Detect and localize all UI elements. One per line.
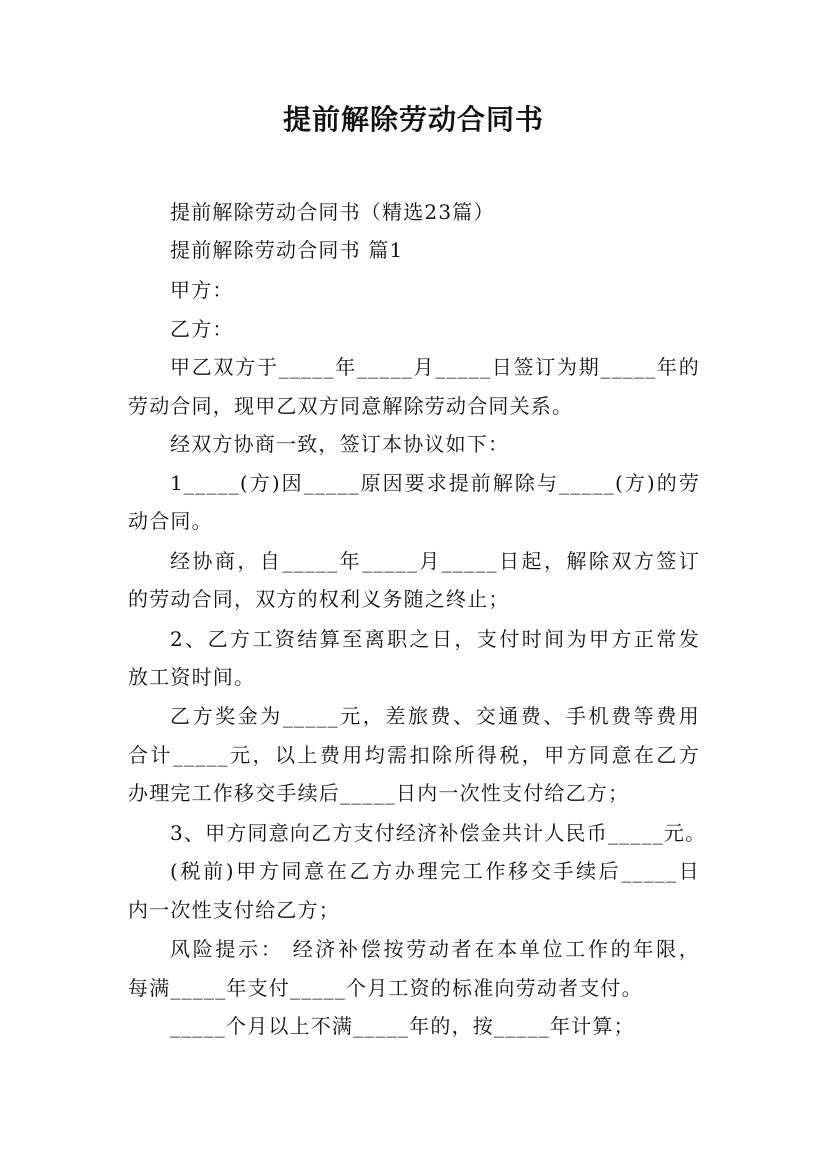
paragraph-line: 1_____(方)因_____原因要求提前解除与_____(方)的劳: [170, 471, 700, 495]
risk-notice-line: 风险提示： 经济补偿按劳动者在本单位工作的年限，: [170, 937, 700, 961]
paragraph-line: 劳动合同，现甲乙双方同意解除劳动合同关系。: [128, 394, 574, 418]
paragraph-line: 3、甲方同意向乙方支付经济补偿金共计人民币_____元。: [170, 821, 707, 845]
party-a-label: 甲方：: [170, 278, 234, 302]
paragraph-line: 每满_____年支付_____个月工资的标准向劳动者支付。: [128, 976, 643, 1000]
paragraph-line: 的劳动合同，双方的权利义务随之终止；: [128, 587, 510, 611]
paragraph-line: (税前)甲方同意在乙方办理完工作移交手续后_____日: [170, 859, 700, 883]
document-title: 提前解除劳动合同书: [282, 103, 544, 136]
subtitle-line: 提前解除劳动合同书（精选23篇）: [170, 200, 495, 224]
party-b-label: 乙方：: [170, 317, 234, 341]
paragraph-line: 经双方协商一致，签订本协议如下：: [170, 432, 510, 456]
paragraph-line: 乙方奖金为_____元，差旅费、交通费、手机费等费用: [170, 704, 700, 728]
paragraph-line: 经协商，自_____年_____月_____日起，解除双方签订: [170, 549, 700, 573]
paragraph-line: 合计_____元，以上费用均需扣除所得税，甲方同意在乙方: [128, 743, 700, 767]
paragraph-line: 2、乙方工资结算至离职之日，支付时间为甲方正常发: [170, 627, 700, 651]
paragraph-line: 办理完工作移交手续后_____日内一次性支付给乙方；: [128, 781, 630, 805]
paragraph-line: 动合同。: [128, 509, 213, 533]
paragraph-line: 甲乙双方于_____年_____月_____日签订为期_____年的: [170, 355, 700, 379]
section-heading: 提前解除劳动合同书 篇1: [170, 238, 404, 262]
paragraph-line: 内一次性支付给乙方；: [128, 898, 340, 922]
paragraph-line: 放工资时间。: [128, 665, 256, 689]
paragraph-line: _____个月以上不满_____年的，按_____年计算；: [170, 1014, 635, 1038]
